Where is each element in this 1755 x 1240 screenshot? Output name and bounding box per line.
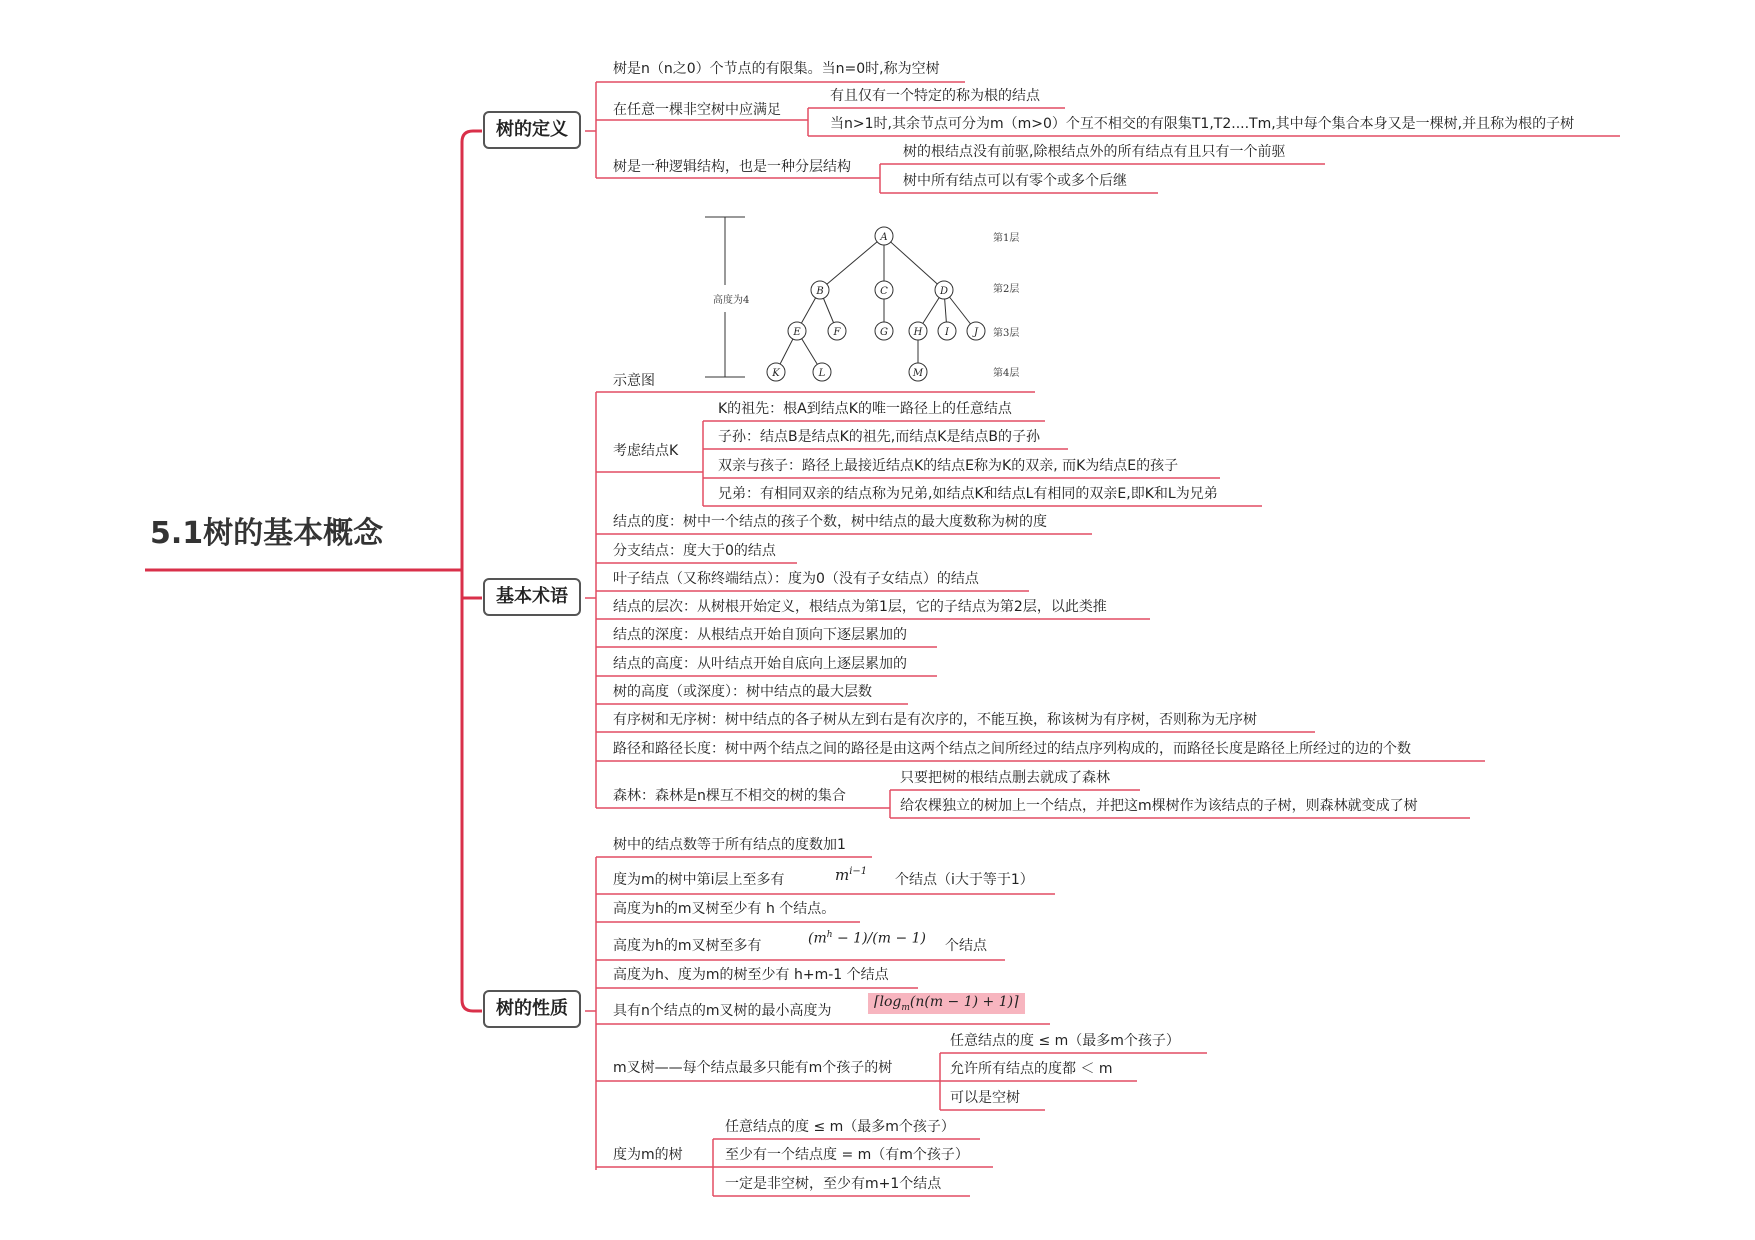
property-item: 高度为h的m叉树至少有 h 个结点。 [613,901,836,917]
branch-definition[interactable]: 树的定义 [483,111,581,149]
tree-node-label: A [880,232,888,243]
def-item: 树是一种逻辑结构，也是一种分层结构 [613,159,851,175]
property-subitem: 至少有一个结点度 = m（有m个孩子） [725,1147,969,1163]
tree-node-label: K [772,368,780,379]
property-item: 具有n个结点的m叉树的最小高度为 [613,1003,832,1019]
branch-properties[interactable]: 树的性质 [483,990,581,1028]
term-item: 树的高度（或深度）：树中结点的最大层数 [613,684,872,700]
tree-level-label: 第2层 [993,284,1020,295]
tree-node-label: D [939,286,949,297]
tree-node-label: M [912,368,924,379]
term-item: 森林：森林是n棵互不相交的树的集合 [613,788,846,804]
def-subitem: 树的根结点没有前驱,除根结点外的所有结点有且只有一个前驱 [903,144,1286,160]
def-subitem: 树中所有结点可以有零个或多个后继 [903,173,1127,189]
tree-level-label: 第3层 [993,328,1020,339]
tree-node-label: E [793,327,801,338]
property-item: 度为m的树 [613,1147,683,1163]
term-subitem: 兄弟：有相同双亲的结点称为兄弟,如结点K和结点L有相同的双亲E,即K和L为兄弟 [718,486,1218,502]
tree-node-label: L [818,368,826,379]
tree-level-label: 第4层 [993,368,1020,379]
term-subitem: 给农棵独立的树加上一个结点，并把这m棵树作为该结点的子树，则森林就变成了树 [900,798,1418,814]
term-subitem: K的祖先：根A到结点K的唯一路径上的任意结点 [718,401,1012,417]
connector-properties [462,570,482,1011]
property-item: 度为m的树中第i层上至多有 [613,872,785,888]
tree-node-label: H [913,327,923,338]
property-subitem: 任意结点的度 ≤ m（最多m个孩子） [725,1119,955,1135]
term-item: 叶子结点（又称终端结点）：度为0（没有子女结点）的结点 [613,571,979,587]
tree-node-label: J [973,327,979,338]
connector-definition [455,131,482,570]
property-subitem: 允许所有结点的度都 ＜ m [950,1061,1113,1077]
formula-min-height: $⌈\log_m(n(m - 1)$ + 1)⌉ [868,993,1025,1014]
property-item-tail: 个结点（i大于等于1） [895,872,1034,888]
branch-terms[interactable]: 基本术语 [483,578,581,616]
root-title: 5.1树的基本概念 [150,516,384,551]
term-item: 结点的层次：从树根开始定义，根结点为第1层，它的子结点为第2层，以此类推 [613,599,1107,615]
term-subitem: 双亲与孩子：路径上最接近结点K的结点E称为K的双亲, 而K为结点E的孩子 [718,458,1179,474]
term-subitem: 子孙：结点B是结点K的祖先,而结点K是结点B的子孙 [718,429,1041,445]
tree-level-label: 第1层 [993,233,1020,244]
tree-node-label: I [945,327,949,338]
property-item-tail: 个结点 [945,938,987,954]
tree-height-label: 高度为4 [713,295,750,306]
term-item: 路径和路径长度：树中两个结点之间的路径是由这两个结点之间所经过的结点序列构成的，而路径长度是路径上所经过的边的个数 [613,741,1411,757]
def-subitem: 当n>1时,其余节点可分为m（m>0）个互不相交的有限集T1,T2....Tm,其中每个集合本身又是一棵树,并且称为根的子树 [830,116,1575,132]
property-subitem: 一定是非空树，至少有m+1个结点 [725,1176,942,1192]
tree-node-label: C [880,286,888,297]
property-subitem: 可以是空树 [950,1090,1020,1106]
tree-node-label: F [833,327,841,338]
def-subitem: 有且仅有一个特定的称为根的结点 [830,88,1040,104]
property-item: m叉树——每个结点最多只能有m个孩子的树 [613,1060,893,1076]
tree-example-figure [705,217,1019,381]
tree-node-label: B [816,286,824,297]
term-item: 考虑结点K [613,443,679,459]
tree-node-label: G [880,327,888,338]
term-item: 结点的度：树中一个结点的孩子个数，树中结点的最大度数称为树的度 [613,514,1047,530]
property-item: 高度为h、度为m的树至少有 h+m-1 个结点 [613,967,889,983]
property-item: 树中的结点数等于所有结点的度数加1 [613,837,846,853]
def-item: 在任意一棵非空树中应满足 [613,102,781,118]
property-item: 高度为h的m叉树至多有 [613,938,762,954]
term-item: 分支结点：度大于0的结点 [613,543,776,559]
formula-m-pow-i-minus-1: $m^{i-1}$ [835,866,868,884]
formula-max-nodes: $(m^h - 1)/(m - 1)$ [808,930,927,947]
term-item: 结点的高度：从叶结点开始自底向上逐层累加的 [613,656,907,672]
term-item: 示意图 [613,373,655,389]
term-item: 结点的深度：从根结点开始自顶向下逐层累加的 [613,627,907,643]
term-subitem: 只要把树的根结点删去就成了森林 [900,770,1110,786]
property-subitem: 任意结点的度 ≤ m（最多m个孩子） [950,1033,1180,1049]
term-item: 有序树和无序树：树中结点的各子树从左到右是有次序的，不能互换，称该树为有序树，否则称为无序树 [613,712,1257,728]
def-item: 树是n（n之0）个节点的有限集。当n=0时,称为空树 [613,61,940,77]
